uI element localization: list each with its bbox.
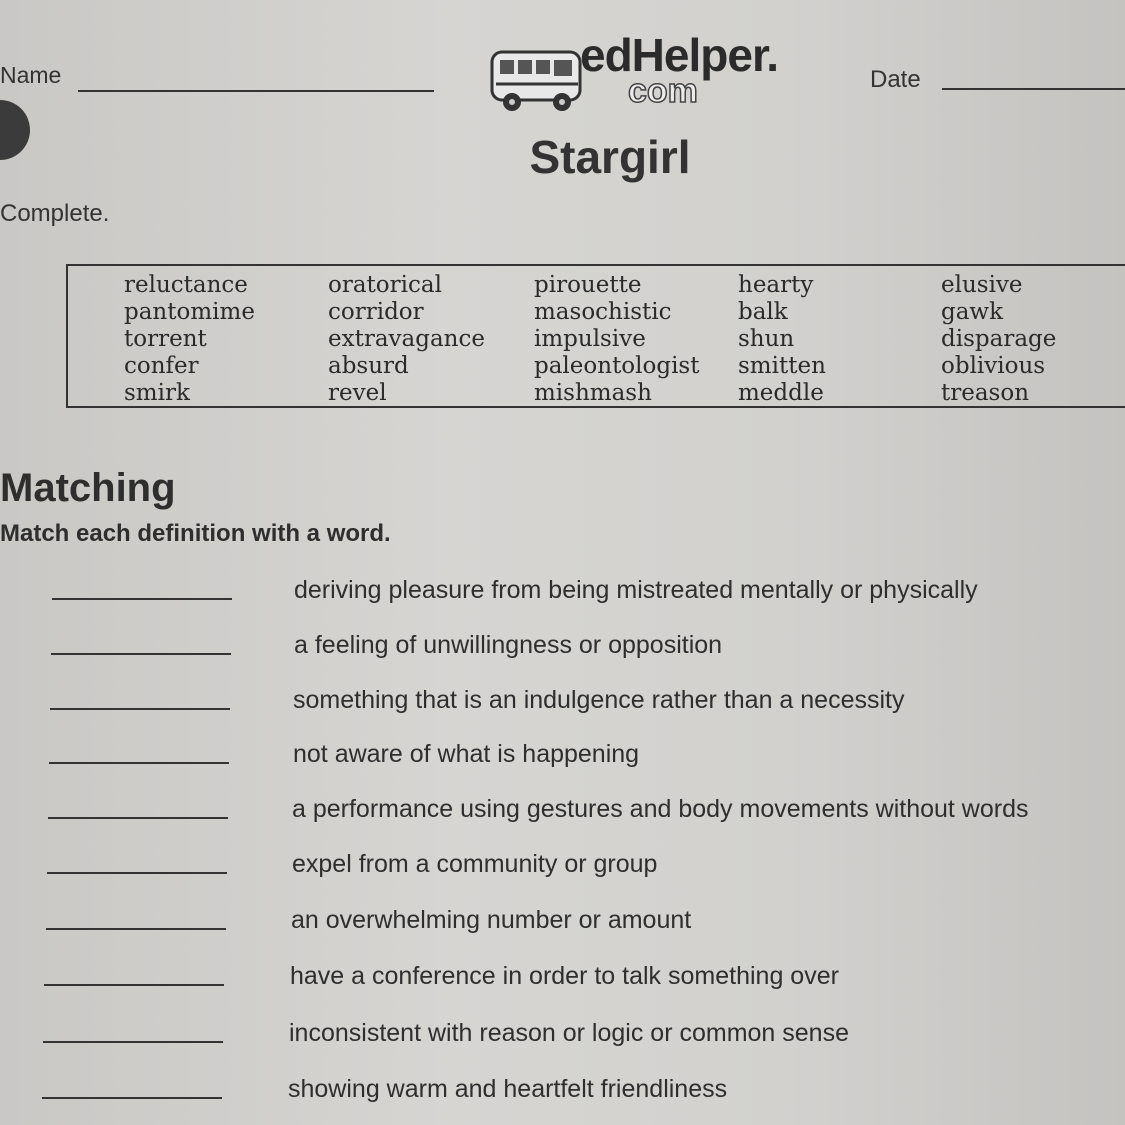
answer-blank[interactable] — [43, 1041, 223, 1043]
word: disparage — [941, 326, 1057, 352]
word: masochistic — [534, 299, 672, 325]
answer-blank[interactable] — [46, 928, 226, 930]
definition: not aware of what is happening — [293, 740, 640, 768]
word: extravagance — [328, 326, 485, 352]
definition: deriving pleasure from being mistreated mentally or physically — [294, 576, 978, 604]
definition: a performance using gestures and body movements without words — [292, 795, 1029, 823]
word-bank-column — [328, 272, 485, 407]
word: confer — [124, 353, 199, 379]
word-bank-column — [124, 272, 255, 407]
word: pantomime — [124, 299, 255, 325]
word: hearty — [738, 272, 814, 298]
word: paleontologist — [534, 353, 700, 379]
matching-heading: Matching — [0, 466, 176, 510]
name-label: Name — [0, 62, 62, 88]
instructions: Complete. — [0, 200, 110, 227]
word: oblivious — [941, 353, 1046, 379]
word: corridor — [328, 299, 424, 325]
word: elusive — [941, 272, 1023, 298]
answer-blank[interactable] — [47, 872, 227, 874]
definition: showing warm and heartfelt friendliness — [288, 1075, 728, 1103]
word: revel — [328, 380, 387, 406]
logo-text: edHelper. — [580, 29, 779, 81]
answer-blank[interactable] — [42, 1097, 222, 1099]
page-title: Stargirl — [529, 131, 691, 183]
answer-blank[interactable] — [49, 762, 229, 764]
word: oratorical — [328, 272, 442, 298]
word: smitten — [738, 353, 826, 379]
word: gawk — [941, 299, 1004, 325]
word-bank-column — [534, 272, 699, 407]
word: reluctance — [124, 272, 248, 298]
definition: inconsistent with reason or logic or common sense — [289, 1019, 849, 1047]
date-label: Date — [870, 66, 921, 93]
answer-blank[interactable] — [52, 598, 232, 600]
word-bank — [66, 264, 1125, 408]
answer-blank[interactable] — [51, 653, 231, 655]
school-bus-icon — [488, 38, 588, 118]
word: meddle — [738, 380, 824, 406]
name-field-line — [78, 90, 434, 92]
word-bank-column — [738, 272, 826, 407]
definition: an overwhelming number or amount — [291, 906, 692, 934]
word: absurd — [328, 353, 409, 379]
word: mishmash — [534, 380, 652, 406]
word: smirk — [124, 380, 190, 406]
word: shun — [738, 326, 795, 352]
definition: a feeling of unwillingness or opposition — [294, 631, 723, 659]
word: torrent — [124, 326, 207, 352]
word: pirouette — [534, 272, 642, 298]
answer-blank[interactable] — [48, 817, 228, 819]
edhelper-logo — [488, 28, 779, 120]
answer-blank[interactable] — [44, 984, 224, 986]
definition: have a conference in order to talk something over — [290, 962, 839, 990]
word: balk — [738, 299, 788, 325]
definition: expel from a community or group — [292, 850, 658, 878]
logo-subtext: com — [628, 72, 698, 110]
word: treason — [941, 380, 1030, 406]
word-bank-column — [941, 272, 1056, 407]
definition: something that is an indulgence rather than a necessity — [293, 686, 905, 714]
matching-instructions: Match each definition with a word. — [0, 520, 391, 547]
word: impulsive — [534, 326, 646, 352]
answer-blank[interactable] — [50, 708, 230, 710]
date-field-line — [942, 88, 1125, 90]
